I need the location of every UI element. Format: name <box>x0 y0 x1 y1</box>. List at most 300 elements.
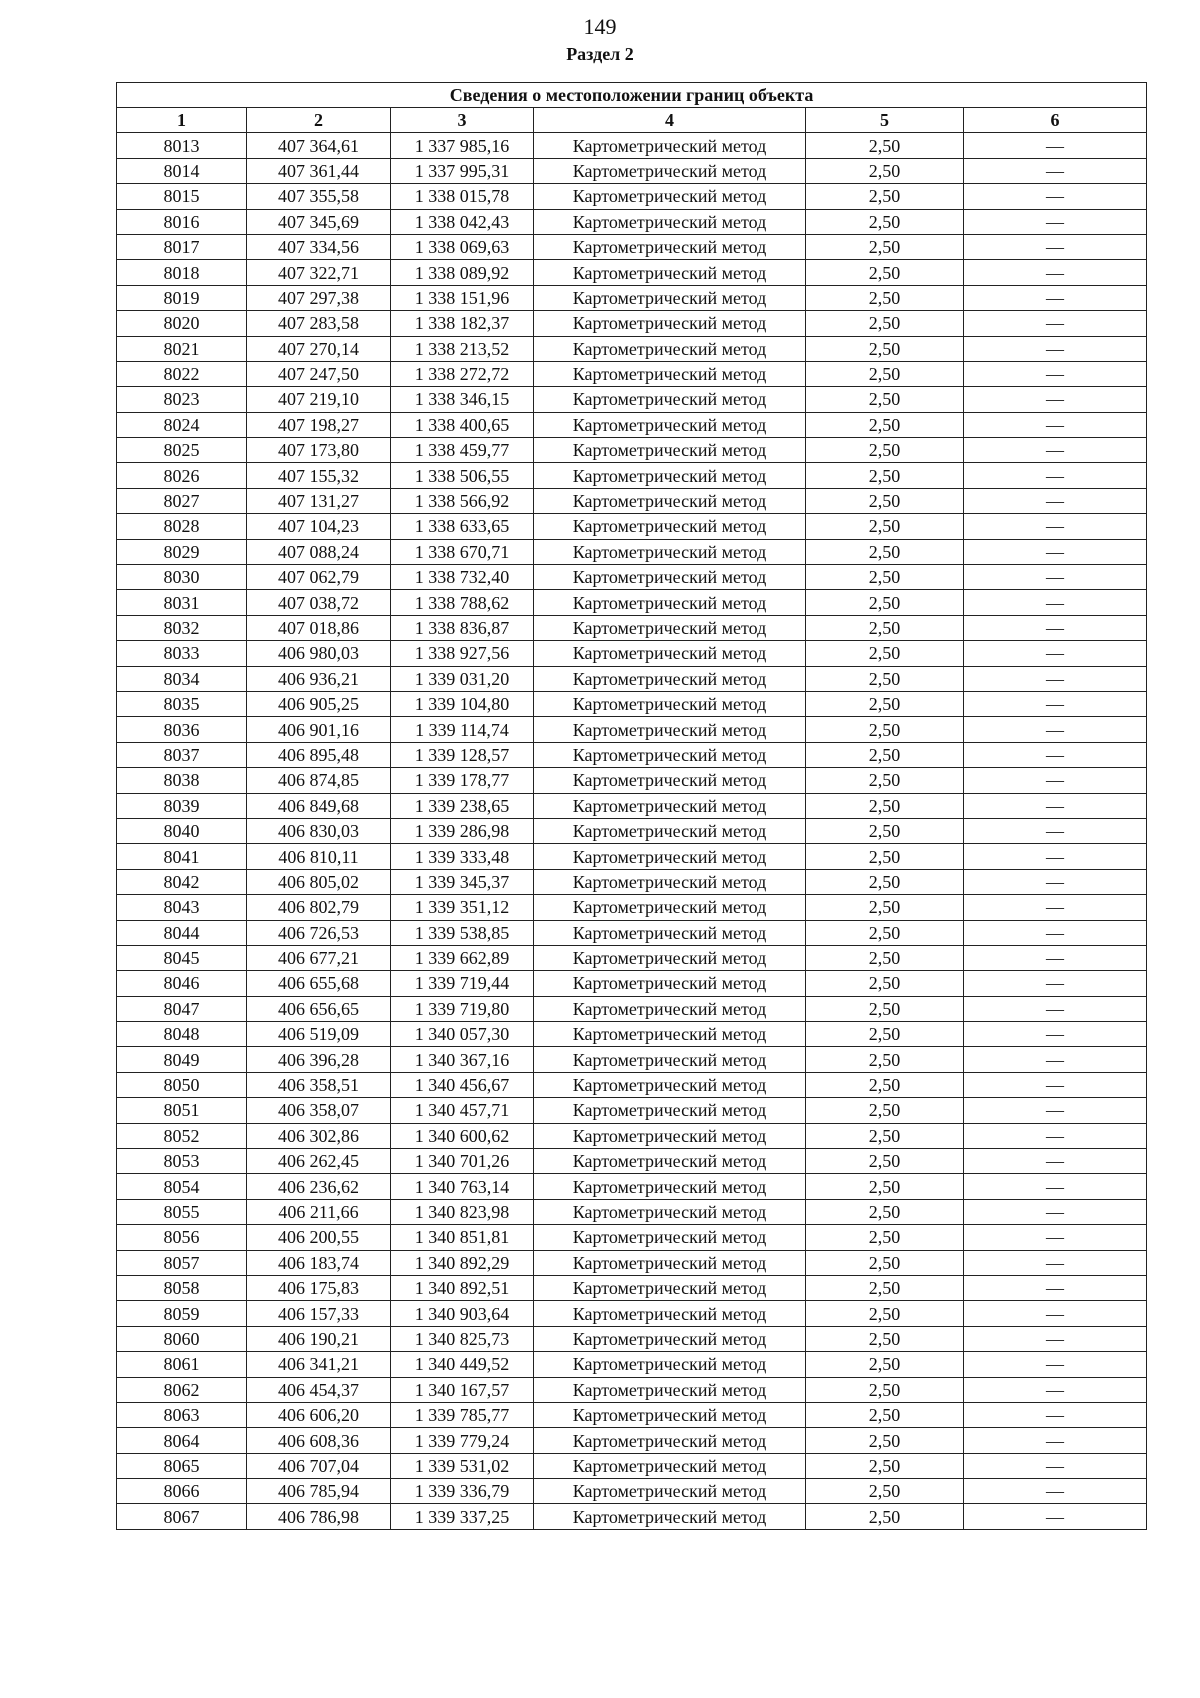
x-coordinate-cell: 407 361,44 <box>247 158 391 183</box>
table-row <box>117 1402 1147 1427</box>
point-number-cell: 8047 <box>117 996 247 1021</box>
x-coordinate-cell: 406 454,37 <box>247 1377 391 1402</box>
x-coordinate-cell: 406 849,68 <box>247 793 391 818</box>
point-number-cell: 8015 <box>117 184 247 209</box>
method-cell: Картометрический метод <box>534 844 806 869</box>
x-coordinate-cell: 406 655,68 <box>247 971 391 996</box>
point-number-cell: 8066 <box>117 1479 247 1504</box>
y-coordinate-cell: 1 340 367,16 <box>391 1047 534 1072</box>
note-cell: — <box>964 1402 1147 1427</box>
method-cell: Картометрический метод <box>534 285 806 310</box>
y-coordinate-cell: 1 339 336,79 <box>391 1479 534 1504</box>
method-cell: Картометрический метод <box>534 666 806 691</box>
note-cell: — <box>964 234 1147 259</box>
method-cell: Картометрический метод <box>534 1301 806 1326</box>
accuracy-cell: 2,50 <box>806 1402 964 1427</box>
y-coordinate-cell: 1 338 151,96 <box>391 285 534 310</box>
method-cell: Картометрический метод <box>534 1022 806 1047</box>
point-number-cell: 8035 <box>117 691 247 716</box>
x-coordinate-cell: 406 936,21 <box>247 666 391 691</box>
x-coordinate-cell: 406 805,02 <box>247 869 391 894</box>
method-cell: Картометрический метод <box>534 1098 806 1123</box>
point-number-cell: 8040 <box>117 818 247 843</box>
method-cell: Картометрический метод <box>534 1072 806 1097</box>
point-number-cell: 8060 <box>117 1326 247 1351</box>
note-cell: — <box>964 666 1147 691</box>
accuracy-cell: 2,50 <box>806 844 964 869</box>
point-number-cell: 8051 <box>117 1098 247 1123</box>
method-cell: Картометрический метод <box>534 184 806 209</box>
note-cell: — <box>964 514 1147 539</box>
point-number-cell: 8029 <box>117 539 247 564</box>
table-row <box>117 996 1147 1021</box>
y-coordinate-cell: 1 339 785,77 <box>391 1402 534 1427</box>
y-coordinate-cell: 1 340 057,30 <box>391 1022 534 1047</box>
point-number-cell: 8050 <box>117 1072 247 1097</box>
note-cell: — <box>964 869 1147 894</box>
y-coordinate-cell: 1 338 506,55 <box>391 463 534 488</box>
table-row <box>117 463 1147 488</box>
point-number-cell: 8055 <box>117 1199 247 1224</box>
point-number-cell: 8043 <box>117 895 247 920</box>
note-cell: — <box>964 1072 1147 1097</box>
note-cell: — <box>964 133 1147 158</box>
point-number-cell: 8067 <box>117 1504 247 1529</box>
x-coordinate-cell: 406 802,79 <box>247 895 391 920</box>
y-coordinate-cell: 1 337 995,31 <box>391 158 534 183</box>
y-coordinate-cell: 1 338 927,56 <box>391 641 534 666</box>
table-row <box>117 387 1147 412</box>
accuracy-cell: 2,50 <box>806 387 964 412</box>
table-row <box>117 234 1147 259</box>
method-cell: Картометрический метод <box>534 1453 806 1478</box>
note-cell: — <box>964 818 1147 843</box>
table-caption-row <box>117 83 1147 108</box>
table-row <box>117 971 1147 996</box>
method-cell: Картометрический метод <box>534 691 806 716</box>
x-coordinate-cell: 406 190,21 <box>247 1326 391 1351</box>
x-coordinate-cell: 407 198,27 <box>247 412 391 437</box>
y-coordinate-cell: 1 339 538,85 <box>391 920 534 945</box>
accuracy-cell: 2,50 <box>806 869 964 894</box>
point-number-cell: 8023 <box>117 387 247 412</box>
method-cell: Картометрический метод <box>534 133 806 158</box>
method-cell: Картометрический метод <box>534 234 806 259</box>
point-number-cell: 8065 <box>117 1453 247 1478</box>
note-cell: — <box>964 463 1147 488</box>
y-coordinate-cell: 1 340 892,51 <box>391 1275 534 1300</box>
table-row <box>117 691 1147 716</box>
accuracy-cell: 2,50 <box>806 133 964 158</box>
accuracy-cell: 2,50 <box>806 590 964 615</box>
accuracy-cell: 2,50 <box>806 488 964 513</box>
boundary-coordinates-table <box>116 82 1147 1530</box>
method-cell: Картометрический метод <box>534 768 806 793</box>
table-row <box>117 412 1147 437</box>
accuracy-cell: 2,50 <box>806 158 964 183</box>
table-row <box>117 488 1147 513</box>
accuracy-cell: 2,50 <box>806 768 964 793</box>
x-coordinate-cell: 407 283,58 <box>247 311 391 336</box>
note-cell: — <box>964 641 1147 666</box>
table-row <box>117 565 1147 590</box>
point-number-cell: 8059 <box>117 1301 247 1326</box>
x-coordinate-cell: 406 183,74 <box>247 1250 391 1275</box>
method-cell: Картометрический метод <box>534 818 806 843</box>
method-cell: Картометрический метод <box>534 565 806 590</box>
x-coordinate-cell: 407 247,50 <box>247 361 391 386</box>
note-cell: — <box>964 1149 1147 1174</box>
point-number-cell: 8019 <box>117 285 247 310</box>
accuracy-cell: 2,50 <box>806 1377 964 1402</box>
note-cell: — <box>964 971 1147 996</box>
accuracy-cell: 2,50 <box>806 1250 964 1275</box>
accuracy-cell: 2,50 <box>806 641 964 666</box>
method-cell: Картометрический метод <box>534 590 806 615</box>
point-number-cell: 8062 <box>117 1377 247 1402</box>
table-row <box>117 1174 1147 1199</box>
x-coordinate-cell: 407 364,61 <box>247 133 391 158</box>
table-row <box>117 133 1147 158</box>
table-row <box>117 590 1147 615</box>
x-coordinate-cell: 407 322,71 <box>247 260 391 285</box>
point-number-cell: 8063 <box>117 1402 247 1427</box>
note-cell: — <box>964 1453 1147 1478</box>
y-coordinate-cell: 1 340 823,98 <box>391 1199 534 1224</box>
table-row <box>117 1504 1147 1529</box>
x-coordinate-cell: 407 038,72 <box>247 590 391 615</box>
point-number-cell: 8018 <box>117 260 247 285</box>
accuracy-cell: 2,50 <box>806 565 964 590</box>
table-row <box>117 336 1147 361</box>
x-coordinate-cell: 407 018,86 <box>247 615 391 640</box>
table-row <box>117 158 1147 183</box>
accuracy-cell: 2,50 <box>806 742 964 767</box>
table-row <box>117 1352 1147 1377</box>
accuracy-cell: 2,50 <box>806 463 964 488</box>
table-row <box>117 1301 1147 1326</box>
x-coordinate-cell: 406 677,21 <box>247 945 391 970</box>
note-cell: — <box>964 1301 1147 1326</box>
y-coordinate-cell: 1 338 788,62 <box>391 590 534 615</box>
point-number-cell: 8031 <box>117 590 247 615</box>
note-cell: — <box>964 336 1147 361</box>
note-cell: — <box>964 1022 1147 1047</box>
y-coordinate-cell: 1 340 167,57 <box>391 1377 534 1402</box>
note-cell: — <box>964 1225 1147 1250</box>
note-cell: — <box>964 158 1147 183</box>
table-row <box>117 1326 1147 1351</box>
table-row <box>117 615 1147 640</box>
y-coordinate-cell: 1 340 449,52 <box>391 1352 534 1377</box>
point-number-cell: 8037 <box>117 742 247 767</box>
y-coordinate-cell: 1 338 459,77 <box>391 438 534 463</box>
note-cell: — <box>964 895 1147 920</box>
table-row <box>117 514 1147 539</box>
accuracy-cell: 2,50 <box>806 818 964 843</box>
method-cell: Картометрический метод <box>534 895 806 920</box>
x-coordinate-cell: 406 157,33 <box>247 1301 391 1326</box>
method-cell: Картометрический метод <box>534 920 806 945</box>
note-cell: — <box>964 311 1147 336</box>
table-row <box>117 1453 1147 1478</box>
point-number-cell: 8016 <box>117 209 247 234</box>
x-coordinate-cell: 407 345,69 <box>247 209 391 234</box>
y-coordinate-cell: 1 338 346,15 <box>391 387 534 412</box>
point-number-cell: 8034 <box>117 666 247 691</box>
note-cell: — <box>964 615 1147 640</box>
point-number-cell: 8057 <box>117 1250 247 1275</box>
method-cell: Картометрический метод <box>534 742 806 767</box>
point-number-cell: 8048 <box>117 1022 247 1047</box>
method-cell: Картометрический метод <box>534 1199 806 1224</box>
table-row <box>117 311 1147 336</box>
method-cell: Картометрический метод <box>534 1479 806 1504</box>
method-cell: Картометрический метод <box>534 463 806 488</box>
x-coordinate-cell: 406 874,85 <box>247 768 391 793</box>
note-cell: — <box>964 717 1147 742</box>
method-cell: Картометрический метод <box>534 361 806 386</box>
accuracy-cell: 2,50 <box>806 1199 964 1224</box>
accuracy-cell: 2,50 <box>806 514 964 539</box>
method-cell: Картометрический метод <box>534 717 806 742</box>
method-cell: Картометрический метод <box>534 438 806 463</box>
x-coordinate-cell: 406 830,03 <box>247 818 391 843</box>
accuracy-cell: 2,50 <box>806 1453 964 1478</box>
note-cell: — <box>964 539 1147 564</box>
note-cell: — <box>964 184 1147 209</box>
note-cell: — <box>964 260 1147 285</box>
method-cell: Картометрический метод <box>534 1123 806 1148</box>
y-coordinate-cell: 1 339 719,80 <box>391 996 534 1021</box>
table-row <box>117 1275 1147 1300</box>
method-cell: Картометрический метод <box>534 311 806 336</box>
x-coordinate-cell: 406 341,21 <box>247 1352 391 1377</box>
method-cell: Картометрический метод <box>534 1377 806 1402</box>
accuracy-cell: 2,50 <box>806 1174 964 1199</box>
point-number-cell: 8061 <box>117 1352 247 1377</box>
x-coordinate-cell: 407 270,14 <box>247 336 391 361</box>
y-coordinate-cell: 1 340 457,71 <box>391 1098 534 1123</box>
x-coordinate-cell: 406 302,86 <box>247 1123 391 1148</box>
accuracy-cell: 2,50 <box>806 1123 964 1148</box>
x-coordinate-cell: 407 297,38 <box>247 285 391 310</box>
y-coordinate-cell: 1 338 732,40 <box>391 565 534 590</box>
method-cell: Картометрический метод <box>534 158 806 183</box>
note-cell: — <box>964 1428 1147 1453</box>
method-cell: Картометрический метод <box>534 1174 806 1199</box>
table-row <box>117 1377 1147 1402</box>
table-row <box>117 768 1147 793</box>
accuracy-cell: 2,50 <box>806 615 964 640</box>
y-coordinate-cell: 1 340 903,64 <box>391 1301 534 1326</box>
note-cell: — <box>964 565 1147 590</box>
accuracy-cell: 2,50 <box>806 717 964 742</box>
method-cell: Картометрический метод <box>534 209 806 234</box>
y-coordinate-cell: 1 339 114,74 <box>391 717 534 742</box>
y-coordinate-cell: 1 340 456,67 <box>391 1072 534 1097</box>
note-cell: — <box>964 742 1147 767</box>
accuracy-cell: 2,50 <box>806 1275 964 1300</box>
x-coordinate-cell: 407 334,56 <box>247 234 391 259</box>
point-number-cell: 8038 <box>117 768 247 793</box>
note-cell: — <box>964 488 1147 513</box>
x-coordinate-cell: 406 895,48 <box>247 742 391 767</box>
note-cell: — <box>964 1479 1147 1504</box>
method-cell: Картометрический метод <box>534 514 806 539</box>
point-number-cell: 8053 <box>117 1149 247 1174</box>
method-cell: Картометрический метод <box>534 996 806 1021</box>
point-number-cell: 8041 <box>117 844 247 869</box>
note-cell: — <box>964 285 1147 310</box>
note-cell: — <box>964 793 1147 818</box>
point-number-cell: 8064 <box>117 1428 247 1453</box>
y-coordinate-cell: 1 339 351,12 <box>391 895 534 920</box>
table-row <box>117 1072 1147 1097</box>
y-coordinate-cell: 1 340 701,26 <box>391 1149 534 1174</box>
note-cell: — <box>964 1250 1147 1275</box>
point-number-cell: 8020 <box>117 311 247 336</box>
x-coordinate-cell: 406 905,25 <box>247 691 391 716</box>
point-number-cell: 8026 <box>117 463 247 488</box>
y-coordinate-cell: 1 339 333,48 <box>391 844 534 869</box>
point-number-cell: 8028 <box>117 514 247 539</box>
table-row <box>117 945 1147 970</box>
table-row <box>117 1199 1147 1224</box>
x-coordinate-cell: 406 396,28 <box>247 1047 391 1072</box>
table-row <box>117 1428 1147 1453</box>
y-coordinate-cell: 1 339 719,44 <box>391 971 534 996</box>
y-coordinate-cell: 1 338 566,92 <box>391 488 534 513</box>
section-title: Раздел 2 <box>566 44 634 64</box>
point-number-cell: 8030 <box>117 565 247 590</box>
table-row <box>117 793 1147 818</box>
y-coordinate-cell: 1 338 042,43 <box>391 209 534 234</box>
note-cell: — <box>964 387 1147 412</box>
note-cell: — <box>964 920 1147 945</box>
method-cell: Картометрический метод <box>534 1352 806 1377</box>
note-cell: — <box>964 438 1147 463</box>
table-row <box>117 869 1147 894</box>
point-number-cell: 8024 <box>117 412 247 437</box>
accuracy-cell: 2,50 <box>806 1428 964 1453</box>
x-coordinate-cell: 406 211,66 <box>247 1199 391 1224</box>
method-cell: Картометрический метод <box>534 615 806 640</box>
x-coordinate-cell: 407 355,58 <box>247 184 391 209</box>
accuracy-cell: 2,50 <box>806 285 964 310</box>
y-coordinate-cell: 1 339 779,24 <box>391 1428 534 1453</box>
method-cell: Картометрический метод <box>534 1047 806 1072</box>
accuracy-cell: 2,50 <box>806 1072 964 1097</box>
accuracy-cell: 2,50 <box>806 691 964 716</box>
accuracy-cell: 2,50 <box>806 1022 964 1047</box>
accuracy-cell: 2,50 <box>806 539 964 564</box>
table-row <box>117 1123 1147 1148</box>
method-cell: Картометрический метод <box>534 971 806 996</box>
table-row <box>117 1022 1147 1047</box>
point-number-cell: 8017 <box>117 234 247 259</box>
table-row <box>117 361 1147 386</box>
y-coordinate-cell: 1 338 089,92 <box>391 260 534 285</box>
x-coordinate-cell: 406 519,09 <box>247 1022 391 1047</box>
y-coordinate-cell: 1 340 892,29 <box>391 1250 534 1275</box>
y-coordinate-cell: 1 339 104,80 <box>391 691 534 716</box>
x-coordinate-cell: 407 219,10 <box>247 387 391 412</box>
x-coordinate-cell: 406 200,55 <box>247 1225 391 1250</box>
note-cell: — <box>964 1174 1147 1199</box>
table-row <box>117 1225 1147 1250</box>
note-cell: — <box>964 691 1147 716</box>
accuracy-cell: 2,50 <box>806 1504 964 1529</box>
table-row <box>117 742 1147 767</box>
x-coordinate-cell: 406 726,53 <box>247 920 391 945</box>
x-coordinate-cell: 407 088,24 <box>247 539 391 564</box>
table-row <box>117 895 1147 920</box>
method-cell: Картометрический метод <box>534 336 806 361</box>
point-number-cell: 8025 <box>117 438 247 463</box>
accuracy-cell: 2,50 <box>806 1098 964 1123</box>
accuracy-cell: 2,50 <box>806 1326 964 1351</box>
table-row <box>117 184 1147 209</box>
x-coordinate-cell: 406 901,16 <box>247 717 391 742</box>
y-coordinate-cell: 1 339 337,25 <box>391 1504 534 1529</box>
point-number-cell: 8036 <box>117 717 247 742</box>
y-coordinate-cell: 1 339 662,89 <box>391 945 534 970</box>
table-row <box>117 438 1147 463</box>
note-cell: — <box>964 1098 1147 1123</box>
method-cell: Картометрический метод <box>534 539 806 564</box>
method-cell: Картометрический метод <box>534 869 806 894</box>
column-header: 1 <box>117 108 247 133</box>
method-cell: Картометрический метод <box>534 1275 806 1300</box>
column-header: 6 <box>964 108 1147 133</box>
x-coordinate-cell: 406 785,94 <box>247 1479 391 1504</box>
column-header: 5 <box>806 108 964 133</box>
accuracy-cell: 2,50 <box>806 666 964 691</box>
y-coordinate-cell: 1 338 069,63 <box>391 234 534 259</box>
point-number-cell: 8039 <box>117 793 247 818</box>
x-coordinate-cell: 407 131,27 <box>247 488 391 513</box>
note-cell: — <box>964 1377 1147 1402</box>
note-cell: — <box>964 1275 1147 1300</box>
table-header-row <box>117 108 1147 133</box>
x-coordinate-cell: 406 358,07 <box>247 1098 391 1123</box>
accuracy-cell: 2,50 <box>806 209 964 234</box>
y-coordinate-cell: 1 340 763,14 <box>391 1174 534 1199</box>
accuracy-cell: 2,50 <box>806 895 964 920</box>
method-cell: Картометрический метод <box>534 1326 806 1351</box>
y-coordinate-cell: 1 337 985,16 <box>391 133 534 158</box>
y-coordinate-cell: 1 338 400,65 <box>391 412 534 437</box>
table-row <box>117 920 1147 945</box>
accuracy-cell: 2,50 <box>806 996 964 1021</box>
table-row <box>117 1250 1147 1275</box>
method-cell: Картометрический метод <box>534 488 806 513</box>
x-coordinate-cell: 406 262,45 <box>247 1149 391 1174</box>
accuracy-cell: 2,50 <box>806 412 964 437</box>
note-cell: — <box>964 844 1147 869</box>
note-cell: — <box>964 996 1147 1021</box>
note-cell: — <box>964 209 1147 234</box>
column-header: 4 <box>534 108 806 133</box>
table-row <box>117 539 1147 564</box>
point-number-cell: 8042 <box>117 869 247 894</box>
note-cell: — <box>964 1047 1147 1072</box>
point-number-cell: 8021 <box>117 336 247 361</box>
point-number-cell: 8013 <box>117 133 247 158</box>
accuracy-cell: 2,50 <box>806 1225 964 1250</box>
y-coordinate-cell: 1 339 531,02 <box>391 1453 534 1478</box>
